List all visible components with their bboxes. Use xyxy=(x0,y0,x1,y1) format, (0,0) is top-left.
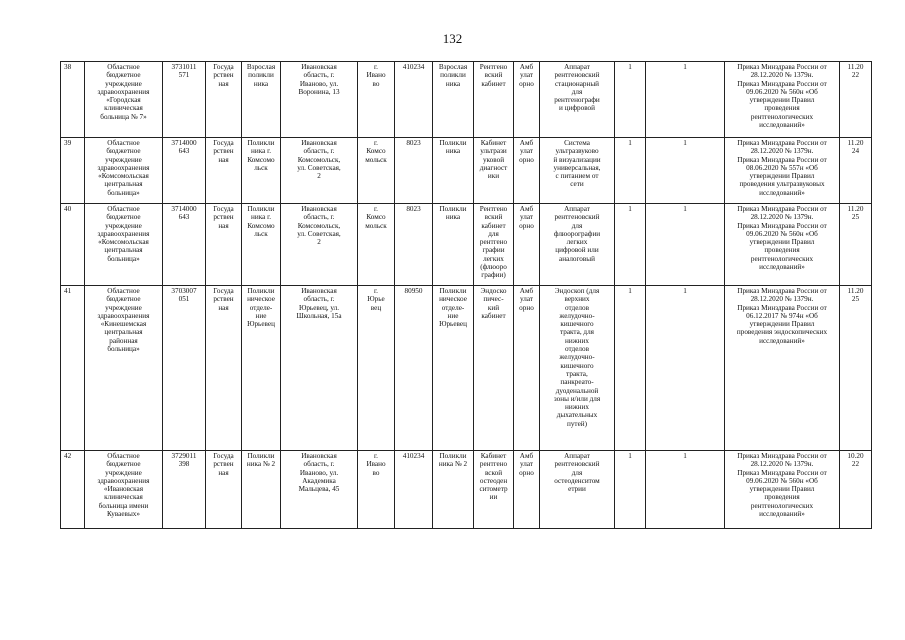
quantity-delivered: 1 xyxy=(646,62,725,138)
territory-code: 410234 xyxy=(395,62,433,138)
locality: г. Ивано во xyxy=(358,62,395,138)
quantity-required: 1 xyxy=(615,204,646,286)
regulatory-order: Приказ Минздрава России от 28.12.2020 № 1379н. Приказ Минздрава России от 09.06.2020 № 560н «Об утверждении Правил проведения рентгенологических исследований» xyxy=(725,62,840,138)
ownership-form: Госуда рствен ная xyxy=(206,204,242,286)
row-number: 40 xyxy=(61,204,85,286)
table-row xyxy=(61,204,872,286)
table-row xyxy=(61,138,872,204)
territory-code: 8023 xyxy=(395,138,433,204)
room-name: Рентгено вский кабинет для рентгено графии легких (флюоро графии) xyxy=(474,204,514,286)
equipment-name: Система ультразвуково й визуализации универсальная, с питанием от сети xyxy=(540,138,615,204)
address: Ивановская область, г. Комсомольск, ул. Советская, 2 xyxy=(281,204,358,286)
structural-unit: Взрослая поликли ника xyxy=(433,62,474,138)
territory-code: 410234 xyxy=(395,451,433,529)
care-conditions: Амб улат орно xyxy=(514,62,540,138)
regulatory-order: Приказ Минздрава России от 28.12.2020 № 1379н. Приказ Минздрава России от 09.06.2020 № 560н «Об утверждении Правил проведения рентгенологических исследований» xyxy=(725,451,840,529)
regulatory-order: Приказ Минздрава России от 28.12.2020 № 1379н. Приказ Минздрава России от 08.06.2020 № 557н «Об утверждении Правил проведения ультразвуковых исследований» xyxy=(725,138,840,204)
division-name: Взрослая поликли ника xyxy=(242,62,281,138)
division-name: Поликли ническое отделе- ние Юрьевец xyxy=(242,286,281,451)
row-number: 41 xyxy=(61,286,85,451)
address: Ивановская область, г. Иваново, ул. Воронина, 13 xyxy=(281,62,358,138)
inn-code: 3714000 643 xyxy=(163,204,206,286)
delivery-date: 11.20 25 xyxy=(840,286,872,451)
equipment-name: Эндоскоп (для верхних отделов желудочно- кишечного тракта, для нижних отделов желудочно- кишечного тракта, панкреато- дуоденальной зоны и/или для нижних дыхательных путей) xyxy=(540,286,615,451)
equipment-name: Аппарат рентгеновский стационарный для рентгенографи и цифровой xyxy=(540,62,615,138)
row-number: 39 xyxy=(61,138,85,204)
care-conditions: Амб улат орно xyxy=(514,286,540,451)
address: Ивановская область, г. Юрьевец, ул. Школьная, 15а xyxy=(281,286,358,451)
ownership-form: Госуда рствен ная xyxy=(206,286,242,451)
ownership-form: Госуда рствен ная xyxy=(206,62,242,138)
inn-code: 3703007 051 xyxy=(163,286,206,451)
quantity-required: 1 xyxy=(615,138,646,204)
equipment-name: Аппарат рентгеновский для флюорографии легких цифровой или аналоговый xyxy=(540,204,615,286)
organization-name: Областное бюджетное учреждение здравоохранения «Городская клиническая больница № 7» xyxy=(85,62,163,138)
row-number: 38 xyxy=(61,62,85,138)
structural-unit: Поликли ника xyxy=(433,138,474,204)
delivery-date: 11.20 25 xyxy=(840,204,872,286)
organization-name: Областное бюджетное учреждение здравоохранения «Комсомольская центральная больница» xyxy=(85,138,163,204)
locality: г. Комсо мольск xyxy=(358,204,395,286)
delivery-date: 10.20 22 xyxy=(840,451,872,529)
regulatory-order: Приказ Минздрава России от 28.12.2020 № 1379н. Приказ Минздрава России от 06.12.2017 № 974н «Об утверждении Правил проведения эндоскопических исследований» xyxy=(725,286,840,451)
quantity-required: 1 xyxy=(615,451,646,529)
address: Ивановская область, г. Иваново, ул. Академика Мальцева, 45 xyxy=(281,451,358,529)
locality: г. Юрье вец xyxy=(358,286,395,451)
structural-unit: Поликли ника xyxy=(433,204,474,286)
table-row xyxy=(61,451,872,529)
quantity-delivered: 1 xyxy=(646,204,725,286)
structural-unit: Поликли ническое отделе- ние Юрьевец xyxy=(433,286,474,451)
division-name: Поликли ника г. Комсомо льск xyxy=(242,138,281,204)
ownership-form: Госуда рствен ная xyxy=(206,138,242,204)
locality: г. Комсо мольск xyxy=(358,138,395,204)
care-conditions: Амб улат орно xyxy=(514,138,540,204)
division-name: Поликли ника № 2 xyxy=(242,451,281,529)
row-number: 42 xyxy=(61,451,85,529)
care-conditions: Амб улат орно xyxy=(514,451,540,529)
equipment-name: Аппарат рентгеновский для остеоденситом етрии xyxy=(540,451,615,529)
delivery-date: 11.20 22 xyxy=(840,62,872,138)
territory-code: 80950 xyxy=(395,286,433,451)
quantity-required: 1 xyxy=(615,62,646,138)
room-name: Кабинет ультрази уковой диагност ики xyxy=(474,138,514,204)
organization-name: Областное бюджетное учреждение здравоохранения «Ивановская клиническая больница имени Куваевых» xyxy=(85,451,163,529)
quantity-required: 1 xyxy=(615,286,646,451)
table-row xyxy=(61,62,872,138)
table-row xyxy=(61,286,872,451)
room-name: Эндоско пичес- кий кабинет xyxy=(474,286,514,451)
delivery-date: 11.20 24 xyxy=(840,138,872,204)
page-number: 132 xyxy=(442,31,463,46)
territory-code: 8023 xyxy=(395,204,433,286)
address: Ивановская область, г. Комсомольск, ул. Советская, 2 xyxy=(281,138,358,204)
quantity-delivered: 1 xyxy=(646,286,725,451)
organization-name: Областное бюджетное учреждение здравоохранения «Комсомольская центральная больница» xyxy=(85,204,163,286)
inn-code: 3714000 643 xyxy=(163,138,206,204)
structural-unit: Поликли ника № 2 xyxy=(433,451,474,529)
quantity-delivered: 1 xyxy=(646,451,725,529)
division-name: Поликли ника г. Комсомо льск xyxy=(242,204,281,286)
inn-code: 3729011 398 xyxy=(163,451,206,529)
inn-code: 3731011 571 xyxy=(163,62,206,138)
ownership-form: Госуда рствен ная xyxy=(206,451,242,529)
equipment-registry-table xyxy=(60,61,872,529)
locality: г. Ивано во xyxy=(358,451,395,529)
regulatory-order: Приказ Минздрава России от 28.12.2020 № 1379н. Приказ Минздрава России от 09.06.2020 № 560н «Об утверждении Правил проведения рентгенологических исследований» xyxy=(725,204,840,286)
care-conditions: Амб улат орно xyxy=(514,204,540,286)
room-name: Кабинет рентгено вской остеоден ситометр ии xyxy=(474,451,514,529)
room-name: Рентгено вский кабинет xyxy=(474,62,514,138)
quantity-delivered: 1 xyxy=(646,138,725,204)
organization-name: Областное бюджетное учреждение здравоохранения «Кинешемская центральная районная больница» xyxy=(85,286,163,451)
